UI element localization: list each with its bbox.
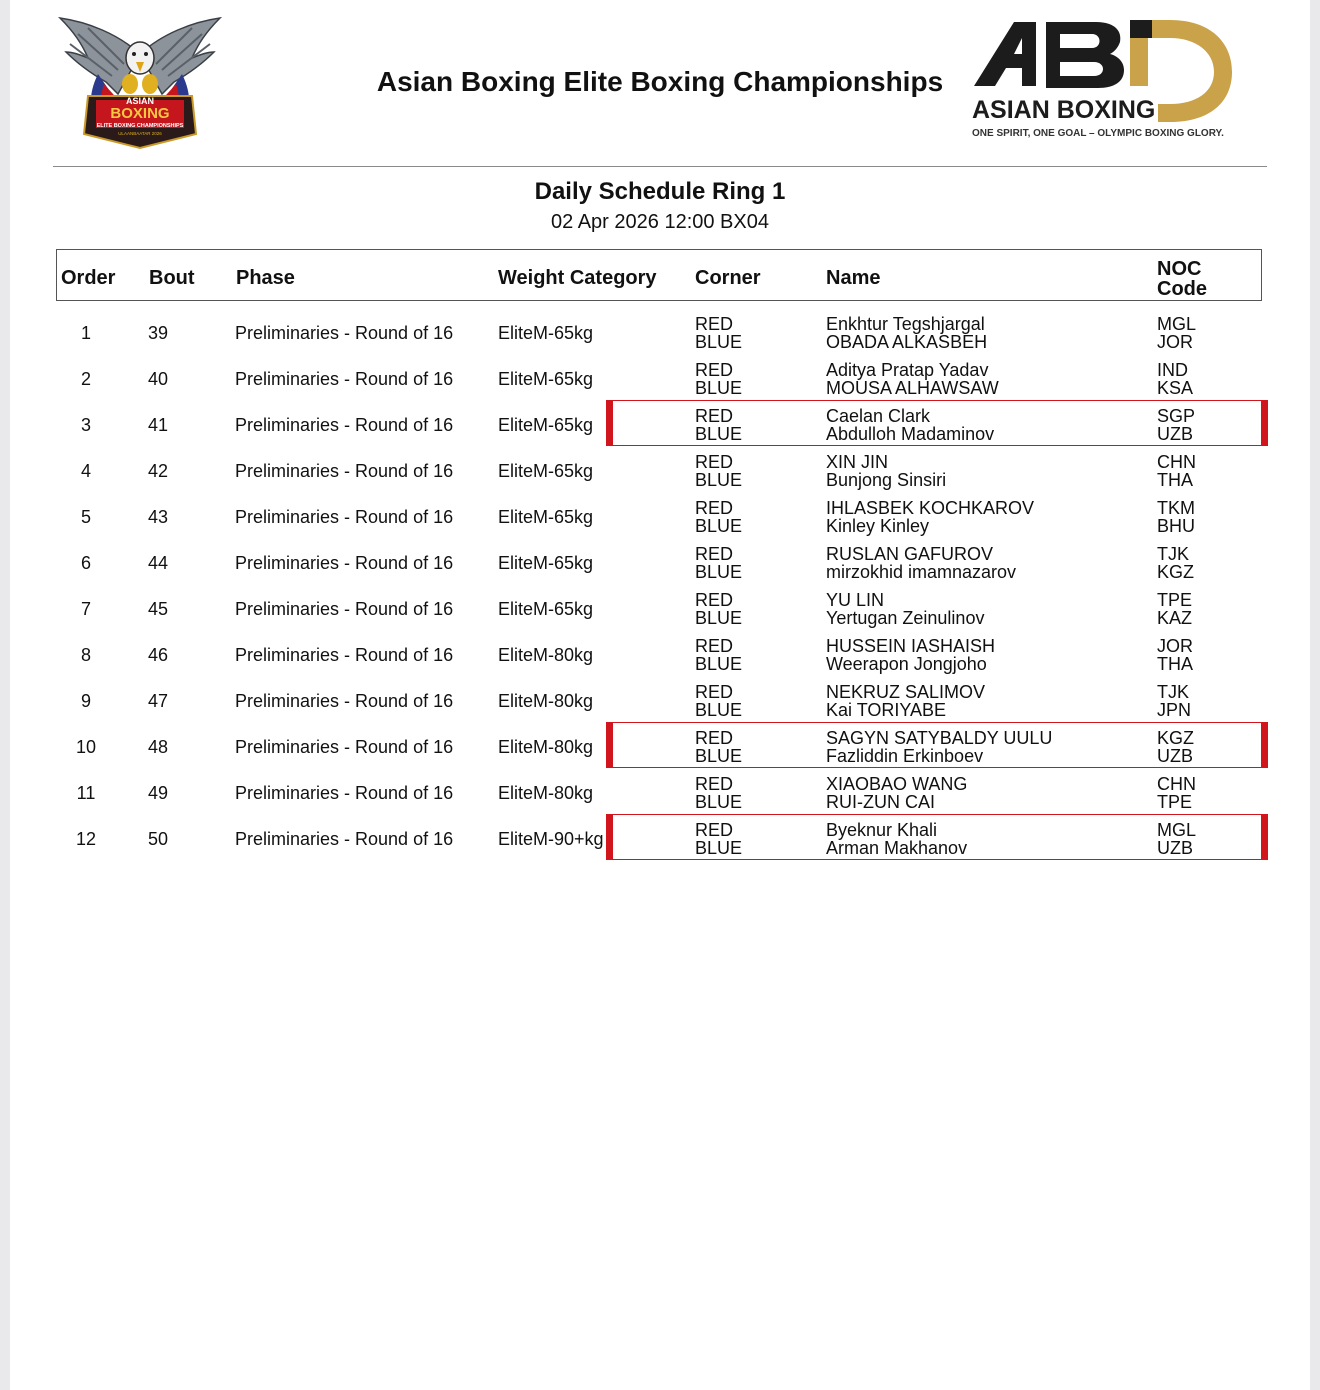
header-phase: Phase — [236, 267, 295, 289]
cell-noc-red: SGP — [1157, 406, 1196, 426]
cell-corner — [695, 361, 742, 397]
cell-corner — [695, 453, 742, 489]
cell-name-red: NEKRUZ SALIMOV — [826, 682, 986, 702]
cell-order: 12 — [75, 829, 97, 849]
cell-corner-blue: BLUE — [695, 700, 743, 720]
cell-noc-blue: KSA — [1157, 378, 1194, 398]
cell-noc-red: IND — [1157, 360, 1188, 380]
logo-line-2: BOXING — [110, 105, 170, 122]
cell-corner-red: RED — [695, 590, 734, 610]
logo-line-3: ELITE BOXING CHAMPIONSHIPS — [96, 123, 184, 129]
cell-noc-red: KGZ — [1157, 728, 1195, 748]
cell-noc-red: TJK — [1157, 544, 1190, 564]
cell-weight: EliteM-80kg — [498, 737, 594, 757]
cell-corner — [695, 729, 742, 765]
table-row — [10, 402, 1310, 448]
cell-phase: Preliminaries - Round of 16 — [235, 783, 454, 803]
cell-phase: Preliminaries - Round of 16 — [235, 599, 454, 619]
cell-corner-blue: BLUE — [695, 424, 743, 444]
header-corner: Corner — [695, 267, 761, 289]
cell-corner — [695, 775, 742, 811]
cell-order: 5 — [80, 507, 91, 527]
asian-boxing-championships-logo — [58, 14, 223, 154]
cell-phase: Preliminaries - Round of 16 — [235, 691, 454, 711]
cell-bout: 41 — [148, 415, 169, 435]
header-order: Order — [61, 267, 116, 289]
asian-boxing-brand-logo — [970, 14, 1235, 144]
cell-weight: EliteM-80kg — [498, 691, 594, 711]
cell-corner-red: RED — [695, 820, 734, 840]
cell-noc-red: MGL — [1157, 820, 1197, 840]
cell-bout: 43 — [148, 507, 169, 527]
cell-corner — [695, 683, 742, 719]
cell-order: 6 — [80, 553, 91, 573]
table-row — [10, 724, 1310, 770]
cell-order: 1 — [80, 323, 91, 343]
cell-name — [826, 637, 995, 673]
cell-corner-blue: BLUE — [695, 608, 743, 628]
cell-weight: EliteM-65kg — [498, 461, 594, 481]
cell-name-red: RUSLAN GAFUROV — [826, 544, 994, 564]
table-row — [10, 770, 1310, 816]
cell-noc-blue: TPE — [1157, 792, 1193, 812]
cell-noc — [1157, 361, 1193, 397]
cell-phase: Preliminaries - Round of 16 — [235, 507, 454, 527]
cell-phase: Preliminaries - Round of 16 — [235, 737, 454, 757]
cell-order: 3 — [80, 415, 91, 435]
cell-corner-red: RED — [695, 452, 734, 472]
cell-phase: Preliminaries - Round of 16 — [235, 323, 454, 343]
cell-noc-blue: THA — [1157, 470, 1193, 490]
cell-name-blue: OBADA ALKASBEH — [826, 332, 988, 352]
cell-noc — [1157, 637, 1193, 673]
cell-corner-blue: BLUE — [695, 654, 743, 674]
cell-noc-blue: BHU — [1157, 516, 1196, 536]
cell-weight: EliteM-90+kg — [498, 829, 604, 849]
cell-name-blue: Kai TORIYABE — [826, 700, 947, 720]
cell-name-blue: Kinley Kinley — [826, 516, 930, 536]
cell-order: 8 — [80, 645, 91, 665]
schedule-subtitle: 02 Apr 2026 12:00 BX04 — [551, 211, 769, 233]
cell-name-blue: Fazliddin Erkinboev — [826, 746, 984, 766]
cell-bout: 44 — [148, 553, 169, 573]
cell-name-red: SAGYN SATYBALDY UULU — [826, 728, 1053, 748]
cell-name-blue: mirzokhid imamnazarov — [826, 562, 1017, 582]
table-row — [10, 632, 1310, 678]
header-noc-line-1: NOC — [1157, 258, 1202, 280]
cell-name-blue: Yertugan Zeinulinov — [826, 608, 985, 628]
cell-corner-red: RED — [695, 360, 734, 380]
cell-bout: 49 — [148, 783, 169, 803]
cell-name-blue: MOUSA ALHAWSAW — [826, 378, 999, 398]
cell-noc-blue: KGZ — [1157, 562, 1195, 582]
logo-line-4: ULAANBAATAR 2026 — [118, 131, 162, 136]
cell-name-red: XIN JIN — [826, 452, 889, 472]
cell-phase: Preliminaries - Round of 16 — [235, 645, 454, 665]
cell-noc-blue: JOR — [1157, 332, 1193, 352]
cell-noc-blue: UZB — [1157, 838, 1193, 858]
cell-noc — [1157, 821, 1196, 857]
cell-corner — [695, 591, 742, 627]
cell-noc-blue: KAZ — [1157, 608, 1193, 628]
cell-name-red: XIAOBAO WANG — [826, 774, 968, 794]
cell-corner-blue: BLUE — [695, 746, 743, 766]
table-row — [10, 540, 1310, 586]
cell-weight: EliteM-65kg — [498, 415, 594, 435]
table-header — [56, 249, 1262, 301]
cell-noc — [1157, 453, 1196, 489]
cell-corner-blue: BLUE — [695, 470, 743, 490]
cell-weight: EliteM-65kg — [498, 369, 594, 389]
cell-name — [826, 499, 1034, 535]
cell-noc — [1157, 407, 1195, 443]
highlight-bar-left — [606, 723, 613, 767]
cell-corner-red: RED — [695, 406, 734, 426]
cell-phase: Preliminaries - Round of 16 — [235, 829, 454, 849]
cell-name — [826, 683, 985, 719]
cell-noc — [1157, 683, 1191, 719]
cell-noc-blue: JPN — [1157, 700, 1192, 720]
cell-corner-red: RED — [695, 682, 734, 702]
cell-phase: Preliminaries - Round of 16 — [235, 553, 454, 573]
cell-noc-red: CHN — [1157, 452, 1196, 472]
cell-corner-red: RED — [695, 498, 734, 518]
cell-corner-red: RED — [695, 728, 734, 748]
cell-name-red: IHLASBEK KOCHKAROV — [826, 498, 1035, 518]
cell-weight: EliteM-80kg — [498, 645, 594, 665]
cell-noc — [1157, 545, 1194, 581]
cell-name-red: Byeknur Khali — [826, 820, 938, 840]
cell-corner-red: RED — [695, 544, 734, 564]
cell-name-red: Caelan Clark — [826, 406, 931, 426]
table-row — [10, 310, 1310, 356]
header-name: Name — [826, 267, 881, 289]
document-title: Asian Boxing Elite Boxing Championships — [376, 66, 944, 97]
cell-name — [826, 775, 967, 811]
cell-bout: 47 — [148, 691, 169, 711]
cell-corner-blue: BLUE — [695, 792, 743, 812]
cell-corner-blue: BLUE — [695, 378, 743, 398]
cell-name-blue: RUI-ZUN CAI — [826, 792, 935, 812]
header-bout: Bout — [149, 267, 195, 289]
cell-noc-blue: THA — [1157, 654, 1193, 674]
cell-name-red: YU LIN — [826, 590, 885, 610]
cell-name — [826, 453, 946, 489]
schedule-title: Daily Schedule Ring 1 — [534, 178, 786, 205]
table-row — [10, 494, 1310, 540]
cell-corner-blue: BLUE — [695, 332, 743, 352]
brand-tagline: ONE SPIRIT, ONE GOAL – OLYMPIC BOXING GLORY. — [972, 128, 1224, 139]
cell-name — [826, 729, 1052, 765]
cell-noc-red: JOR — [1157, 636, 1193, 656]
cell-bout: 42 — [148, 461, 169, 481]
cell-order: 9 — [80, 691, 91, 711]
header-weight-category: Weight Category — [498, 267, 657, 289]
cell-phase: Preliminaries - Round of 16 — [235, 415, 454, 435]
cell-name — [826, 821, 967, 857]
table-row — [10, 448, 1310, 494]
cell-bout: 50 — [148, 829, 169, 849]
cell-noc — [1157, 729, 1194, 765]
cell-order: 7 — [80, 599, 91, 619]
cell-weight: EliteM-65kg — [498, 553, 594, 573]
header-noc-line-2: Code — [1157, 278, 1207, 300]
table-row — [10, 678, 1310, 724]
cell-corner-red: RED — [695, 774, 734, 794]
cell-weight: EliteM-65kg — [498, 599, 594, 619]
cell-name-blue: Arman Makhanov — [826, 838, 968, 858]
cell-corner — [695, 315, 742, 351]
cell-noc-blue: UZB — [1157, 746, 1193, 766]
brand-name: ASIAN BOXING — [972, 96, 1156, 124]
cell-name-blue: Bunjong Sinsiri — [826, 470, 947, 490]
cell-corner-blue: BLUE — [695, 838, 743, 858]
cell-bout: 45 — [148, 599, 169, 619]
cell-name — [826, 591, 984, 627]
header-divider — [53, 166, 1267, 167]
cell-noc — [1157, 315, 1196, 351]
cell-name-red: HUSSEIN IASHAISH — [826, 636, 996, 656]
cell-corner-red: RED — [695, 314, 734, 334]
cell-order: 10 — [75, 737, 97, 757]
cell-corner — [695, 545, 742, 581]
cell-bout: 48 — [148, 737, 169, 757]
cell-name — [826, 407, 994, 443]
highlight-bar-left — [606, 815, 613, 859]
cell-weight: EliteM-65kg — [498, 507, 594, 527]
logo-line-1: ASIAN — [125, 96, 155, 106]
table-row — [10, 586, 1310, 632]
cell-corner — [695, 637, 742, 673]
cell-order: 11 — [76, 783, 96, 803]
cell-corner-blue: BLUE — [695, 562, 743, 582]
cell-noc-red: MGL — [1157, 314, 1197, 334]
cell-corner — [695, 499, 742, 535]
header-noc-code — [1157, 259, 1207, 299]
cell-noc-red: TPE — [1157, 590, 1193, 610]
highlight-bar-right — [1261, 401, 1268, 445]
cell-bout: 39 — [148, 323, 169, 343]
cell-noc-red: TKM — [1157, 498, 1195, 518]
cell-corner-blue: BLUE — [695, 516, 743, 536]
cell-order: 2 — [80, 369, 91, 389]
cell-corner — [695, 407, 742, 443]
cell-weight: EliteM-80kg — [498, 783, 594, 803]
cell-bout: 46 — [148, 645, 169, 665]
cell-noc — [1157, 591, 1192, 627]
cell-corner — [695, 821, 742, 857]
cell-weight: EliteM-65kg — [498, 323, 594, 343]
table-row — [10, 356, 1310, 402]
cell-name-blue: Weerapon Jongjoho — [826, 654, 987, 674]
cell-noc — [1157, 775, 1196, 811]
highlight-bar-right — [1261, 815, 1268, 859]
cell-phase: Preliminaries - Round of 16 — [235, 369, 454, 389]
cell-name — [826, 545, 1016, 581]
cell-name-red: Enkhtur Tegshjargal — [826, 314, 985, 334]
cell-noc-blue: UZB — [1157, 424, 1193, 444]
cell-noc-red: TJK — [1157, 682, 1190, 702]
cell-phase: Preliminaries - Round of 16 — [235, 461, 454, 481]
cell-name — [826, 315, 987, 351]
cell-corner-red: RED — [695, 636, 734, 656]
highlight-bar-right — [1261, 723, 1268, 767]
cell-name — [826, 361, 999, 397]
cell-name-red: Aditya Pratap Yadav — [826, 360, 989, 380]
cell-name-blue: Abdulloh Madaminov — [826, 424, 995, 444]
table-row — [10, 816, 1310, 862]
cell-bout: 40 — [148, 369, 169, 389]
cell-noc — [1157, 499, 1195, 535]
highlight-bar-left — [606, 401, 613, 445]
cell-order: 4 — [80, 461, 91, 481]
document-page — [10, 0, 1310, 1390]
cell-noc-red: CHN — [1157, 774, 1196, 794]
